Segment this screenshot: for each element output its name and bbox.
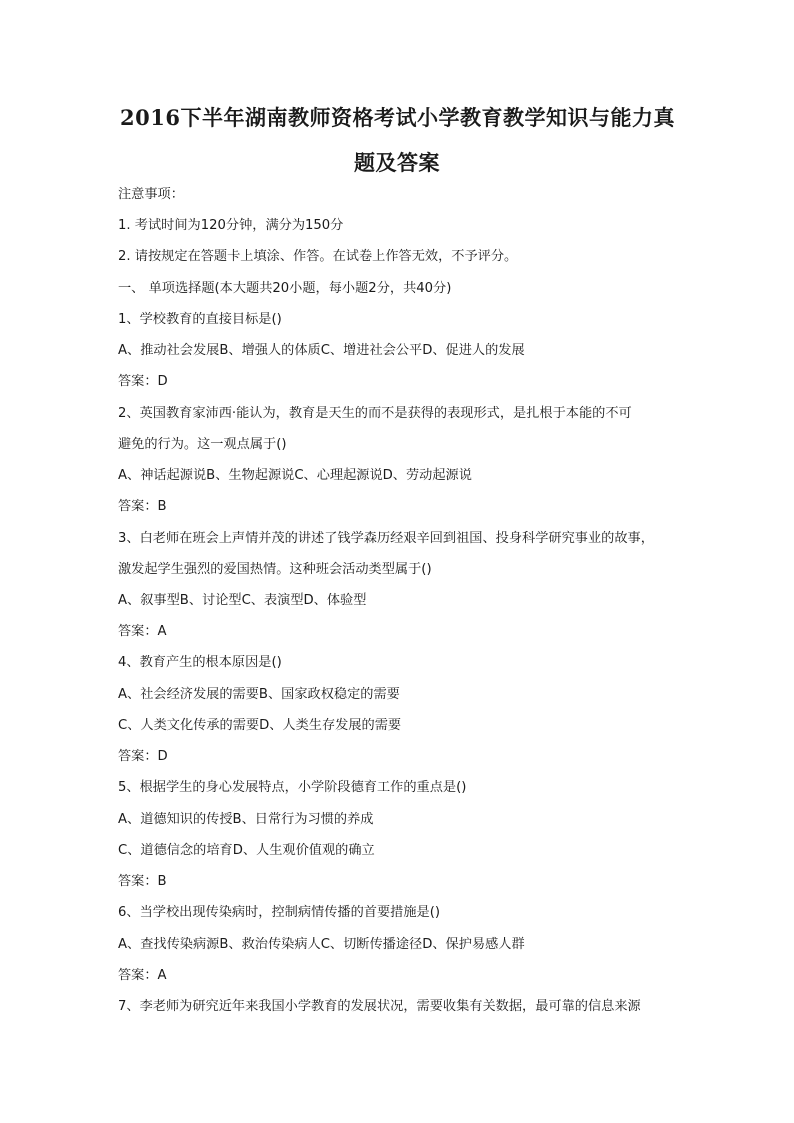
question-5-options-ab: A、道德知识的传授B、日常行为习惯的养成: [118, 812, 374, 827]
question-6: 6、当学校出现传染病时，控制病情传播的首要措施是(): [118, 905, 440, 920]
question-6-options: A、查找传染病源B、救治传染病人C、切断传播途径D、保护易感人群: [118, 937, 525, 952]
question-3-options: A、叙事型B、讨论型C、表演型D、体验型: [118, 593, 367, 608]
question-2: 2、英国教育家沛西·能认为，教育是天生的而不是获得的表现形式，是扎根于本能的不可: [118, 406, 632, 421]
document-title-line-2: 题及答案: [354, 150, 440, 175]
notice-item-2: 2. 请按规定在答题卡上填涂、作答。在试卷上作答无效，不予评分。: [118, 249, 518, 264]
question-2-answer: 答案：B: [118, 499, 167, 514]
question-3-continued: 激发起学生强烈的爱国热情。这种班会活动类型属于(): [118, 562, 432, 577]
question-2-continued: 避免的行为。这一观点属于(): [118, 437, 287, 452]
question-4: 4、教育产生的根本原因是(): [118, 655, 282, 670]
section-heading: 一、 单项选择题(本大题共20小题，每小题2分，共40分): [118, 281, 452, 296]
question-5-options-cd: C、道德信念的培育D、人生观价值观的确立: [118, 843, 375, 858]
notice-item-1: 1. 考试时间为120分钟，满分为150分: [118, 218, 344, 233]
question-1: 1、学校教育的直接目标是(): [118, 312, 282, 327]
question-4-options-ab: A、社会经济发展的需要B、国家政权稳定的需要: [118, 687, 400, 702]
question-3-answer: 答案：A: [118, 624, 167, 639]
question-3: 3、白老师在班会上声情并茂的讲述了钱学森历经艰辛回到祖国、投身科学研究事业的故事，: [118, 531, 654, 546]
question-5-answer: 答案：B: [118, 874, 167, 889]
document-title-line-1: 2016下半年湖南教师资格考试小学教育教学知识与能力真: [120, 105, 675, 130]
question-7: 7、李老师为研究近年来我国小学教育的发展状况，需要收集有关数据，最可靠的信息来源: [118, 999, 641, 1014]
notice-heading: 注意事项：: [118, 187, 184, 202]
question-5: 5、根据学生的身心发展特点，小学阶段德育工作的重点是(): [118, 780, 467, 795]
question-1-options: A、推动社会发展B、增强人的体质C、增进社会公平D、促进人的发展: [118, 343, 525, 358]
question-1-answer: 答案：D: [118, 374, 168, 389]
question-4-options-cd: C、人类文化传承的需要D、人类生存发展的需要: [118, 718, 402, 733]
question-6-answer: 答案：A: [118, 968, 167, 983]
question-4-answer: 答案：D: [118, 749, 168, 764]
question-2-options: A、神话起源说B、生物起源说C、心理起源说D、劳动起源说: [118, 468, 472, 483]
